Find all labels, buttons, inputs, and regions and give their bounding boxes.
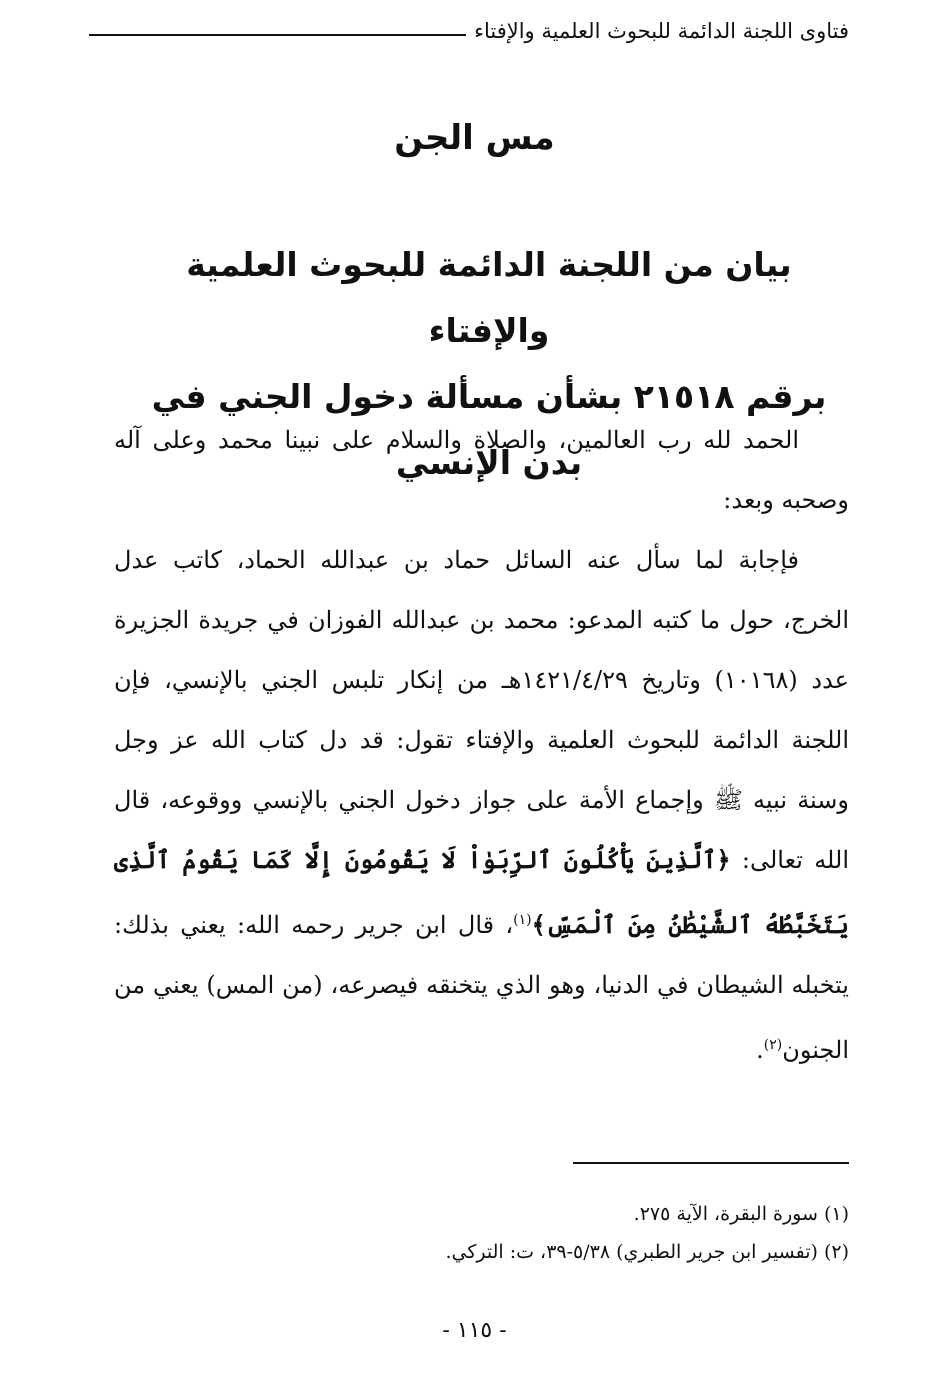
paragraph-opening: الحمد لله رب العالمين، والصلاة والسلام على نبينا محمد وعلى آله وصحبه وبعد:: [114, 426, 849, 514]
body-text: [114, 410, 849, 1080]
statement-title-line-2: برقم ٢١٥١٨ بشأن مسألة دخول الجني في بدن الإنسي: [151, 377, 827, 482]
paragraph-main-continuation: ، قال ابن جرير رحمه الله: يعني بذلك: يتخبله الشيطان في الدنيا، وهو الذي يتخنقه فيصرعه، (من المس) يعني من الجنون: [114, 911, 849, 1064]
paragraph-main: [114, 530, 849, 1080]
footnotes: [114, 1195, 849, 1271]
header-rule: [89, 34, 466, 36]
quran-verse: ﴿ٱلَّذِينَ يَأْكُلُونَ ٱلرِّبَوٰاْ لَا يَقُومُونَ إِلَّا كَمَا يَقُومُ ٱلَّذِى يَتَخَبَّطُهُ ٱلشَّيْطَٰنُ مِنَ ٱلْمَسِّ﴾: [114, 845, 849, 939]
page-number: - ١١٥ -: [442, 1318, 507, 1343]
statement-title-line-1: بيان من اللجنة الدائمة للبحوث العلمية والإفتاء: [186, 245, 792, 350]
footnote-1: (١) سورة البقرة، الآية ٢٧٥.: [633, 1203, 849, 1225]
footnote-separator: [573, 1162, 849, 1164]
paragraph-main-end: .: [756, 1036, 764, 1064]
footnote-ref-1: (١): [513, 912, 532, 928]
section-title: مس الجن: [394, 118, 555, 158]
footnote-2: (٢) (تفسير ابن جرير الطبري) ٥/٣٨-٣٩، ت: التركي.: [445, 1241, 849, 1263]
running-title: فتاوى اللجنة الدائمة للبحوث العلمية والإفتاء: [474, 19, 849, 43]
paragraph-main-intro: فإجابة لما سأل عنه السائل حماد بن عبدالله الحماد، كاتب عدل الخرج، حول ما كتبه المدعو: محمد بن عبدالله الفوزان في جريدة الجزيرة عدد (١٠١٦٨) وتاريخ ١٤٢١/٤/٢٩هـ من إنكار تلبس الجني بالإنسي، فإن اللجنة الدائمة للبحوث العلمية والإفتاء تقول: قد دل كتاب الله عز وجل وسنة نبيه ﷺ وإجماع الأمة على جواز دخول الجني بالإنسي ووقوعه، قال الله تعالى:: [114, 546, 850, 874]
running-header: [89, 14, 849, 48]
footnote-ref-2: (٢): [763, 1037, 783, 1053]
